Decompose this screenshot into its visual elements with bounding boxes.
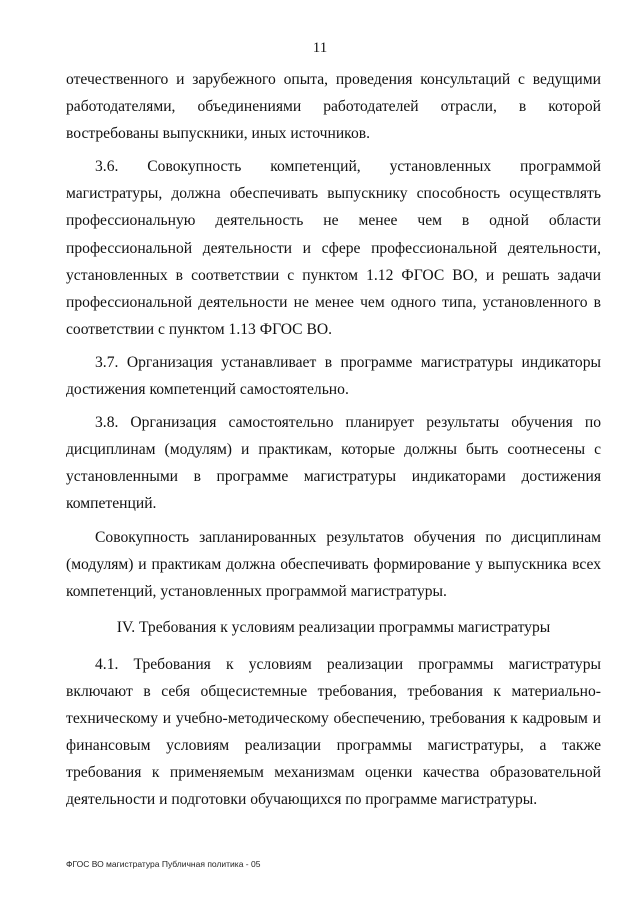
paragraph-3-6: 3.6. Совокупность компетенций, установленных программой магистратуры, должна обеспечивать выпускнику способность осуществлять профессиональную деятельность не менее чем в одной области профессиональной деятельности и сфере профессиональной деятельности, установленных в соответствии с пунктом 1.12 ФГОС ВО, и решать задачи профессиональной деятельности не менее чем одного типа, установленного в соответствии с пунктом 1.13 ФГОС ВО. (66, 158, 601, 338)
paragraph-3-8: 3.8. Организация самостоятельно планирует результаты обучения по дисциплинам (модулям) и практикам, которые должны быть соотнесены с установленными в программе магистратуры индикаторами достижения компетенций. (66, 414, 601, 513)
section-heading: IV. Требования к условиям реализации программы магистратуры (116, 619, 551, 636)
section-body (66, 651, 601, 814)
body-text-block (66, 66, 601, 611)
paragraph-continuation: отечественного и зарубежного опыта, проведения консультаций с ведущими работодателями, объединениями работодателей отрасли, в которой востребованы выпускники, иных источников. (66, 71, 601, 143)
paragraph-3-7: 3.7. Организация устанавливает в программе магистратуры индикаторы достижения компетенций самостоятельно. (66, 353, 601, 399)
paragraph-3-8-continued: Совокупность запланированных результатов обучения по дисциплинам (модулям) и практикам должна обеспечивать формирование у выпускника всех компетенций, установленных программой магистратуры. (66, 528, 601, 600)
paragraph-4-1: 4.1. Требования к условиям реализации программы магистратуры включают в себя общесистемные требования, требования к материально-техническому и учебно-методическому обеспечению, требования к кадровым и финансовым условиям реализации программы магистратуры, а также требования к применяемым механизмам оценки качества образовательной деятельности и подготовки обучающихся по программе магистратуры. (66, 656, 601, 809)
page-number: 11 (312, 40, 328, 56)
page-footer: ФГОС ВО магистратура Публичная политика - 05 (66, 859, 261, 869)
